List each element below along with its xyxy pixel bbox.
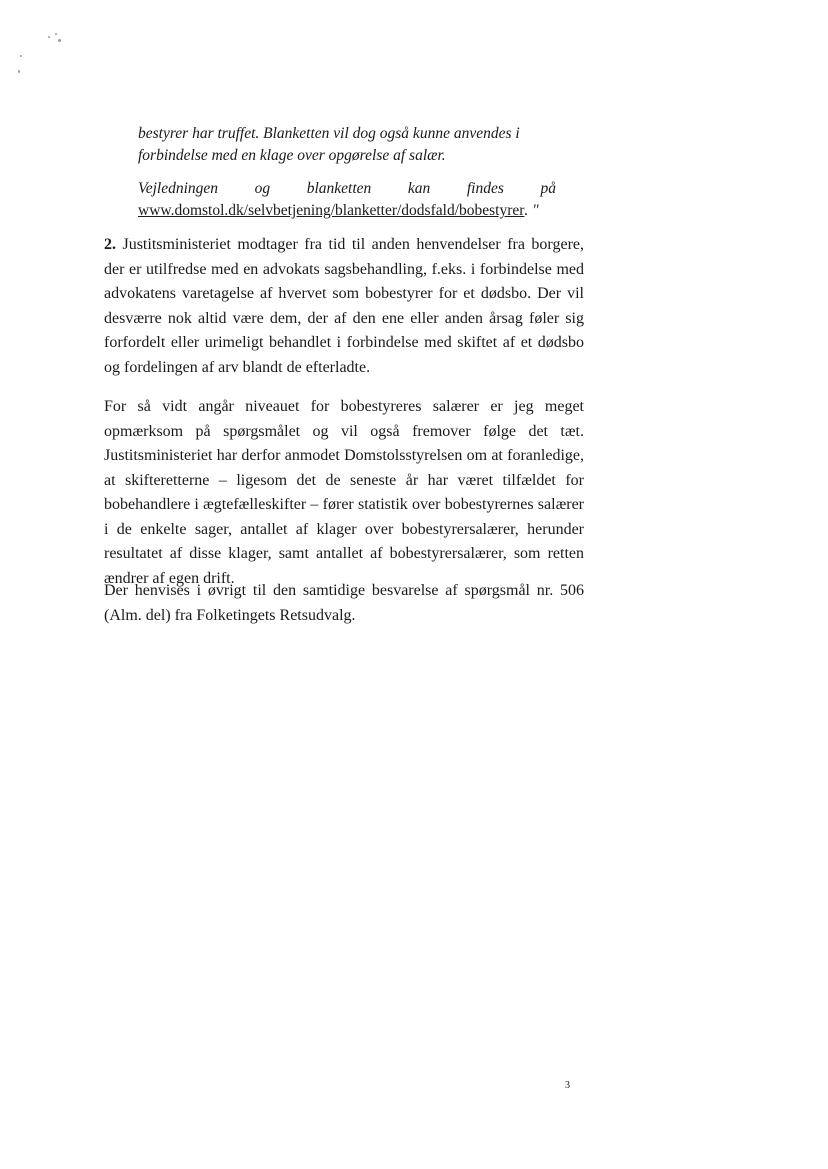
quote-closing: . " [524,202,539,219]
scan-speck [20,55,22,57]
paragraph-2-text: Justitsministeriet modtager fra tid til anden henvendelser fra borgere, der er utilfredse med en advokats sagsbehandling, f.eks. i forbindelse med advokatens varetagelse af hvervet som bobestyrer for et dødsbo. Der vil desværre nok altid være dem, der af den ene eller anden årsag føler sig forfordelt eller urimeligt behandlet i forbindelse med skiftet af et dødsbo og fordelingen af arv blandt de efterladte. [104,236,584,376]
quote-link-line [138,200,556,222]
quote-line [138,178,556,200]
page-number: 3 [565,1080,570,1091]
quote-word: blanketten [306,180,372,197]
quote-word: på [540,180,556,197]
paragraph-2 [104,233,584,380]
scan-speck [58,39,61,42]
quote-word: Vejledningen [138,180,219,197]
paragraph-3: For så vidt angår niveauet for bobestyreres salærer er jeg meget opmærksom på spørgsmålet og vil også fremover følge det tæt. Justitsministeriet har derfor anmodet Domstolsstyrelsen om at foranledige, at skifteretterne – ligesom det de seneste år har været tilfældet for bobehandlere i ægtefælleskifter – fører statistik over bobestyrernes salærer i de enkelte sager, antallet af klager over bobestyrersalærer, herunder resultatet af disse klager, samt antallet af bobestyrersalærer, som retten ændrer af egen drift. [104,398,584,587]
paragraph-4: Der henvises i øvrigt til den samtidige besvarelse af spørgsmål nr. 506 (Alm. del) fra Folketingets Retsudvalg. [104,582,584,624]
quote-word: og [254,180,271,197]
blanket-link[interactable]: www.domstol.dk/selvbetjening/blanketter/dodsfald/bobestyrer [138,202,525,219]
scan-speck [18,70,20,73]
paragraph-number: 2. [104,236,116,253]
quote-paragraph-1 [138,123,556,167]
quote-word: kan [407,180,431,197]
scan-speck [55,33,57,35]
scan-speck [48,36,50,38]
quote-word: findes [466,180,504,197]
quote-text-1: bestyrer har truffet. Blanketten vil dog også kunne anvendes i forbindelse med en klage over opgørelse af salær. [138,125,520,164]
quote-paragraph-2 [138,178,556,222]
